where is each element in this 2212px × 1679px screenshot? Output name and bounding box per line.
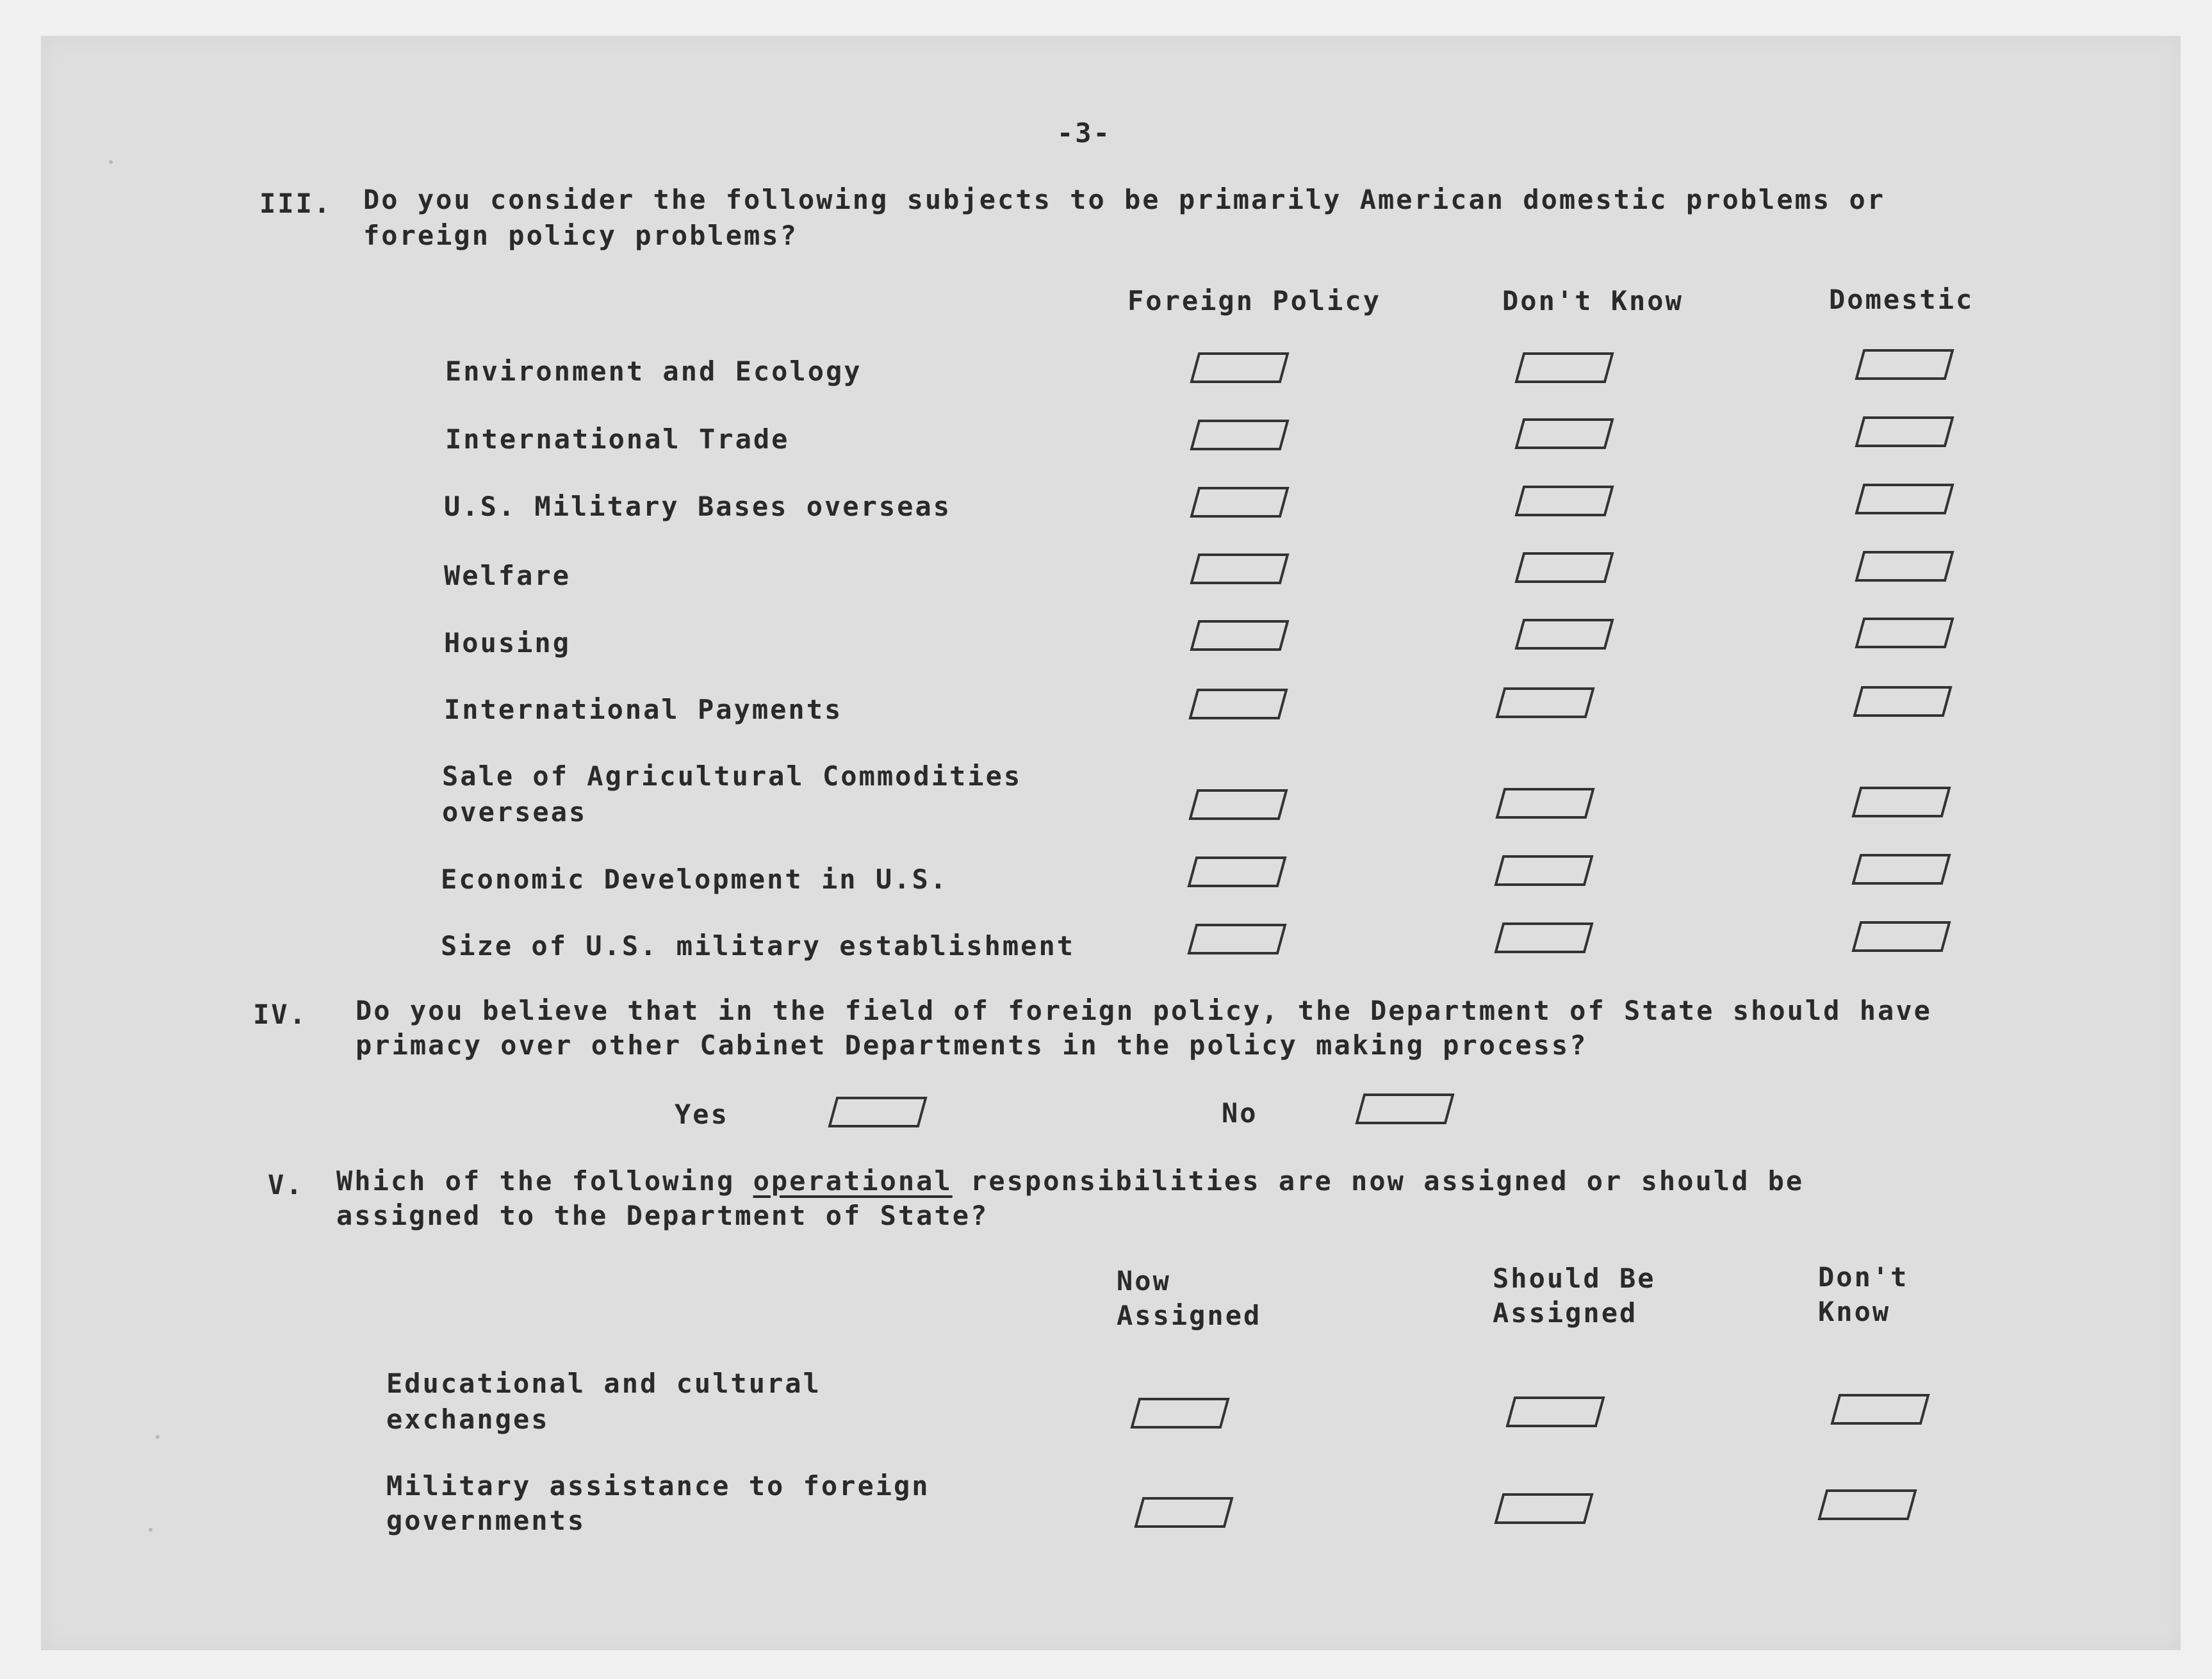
q3-checkbox[interactable]: [1496, 854, 1592, 886]
q5-col-dont-know-line2: Know: [1818, 1296, 1891, 1327]
q5-item-educational-line1: Educational and cultural: [386, 1368, 821, 1399]
q3-checkbox[interactable]: [1516, 417, 1612, 449]
q3-checkbox[interactable]: [1516, 551, 1612, 583]
q3-item-military-bases: U.S. Military Bases overseas: [444, 491, 952, 522]
q4-yes-checkbox[interactable]: [830, 1095, 926, 1127]
q5-checkbox[interactable]: [1819, 1488, 1915, 1520]
q5-text-line2: assigned to the Department of State?: [336, 1200, 989, 1231]
q5-checkbox[interactable]: [1132, 1396, 1228, 1429]
q3-col-dont-know: Don't Know: [1502, 285, 1684, 316]
q3-item-military-establishment: Size of U.S. military establishment: [441, 930, 1076, 962]
q5-text-line1: [336, 1163, 1804, 1199]
q5-col-now-assigned-line1: Now: [1117, 1265, 1171, 1297]
q3-checkbox[interactable]: [1855, 685, 1951, 717]
q4-no-label: No: [1222, 1097, 1258, 1129]
q4-text-line1: Do you believe that in the field of foreign policy, the Department of State should have: [356, 995, 1932, 1026]
q3-checkbox[interactable]: [1190, 687, 1286, 719]
q3-text-line1: Do you consider the following subjects to be primarily American domestic problems or: [363, 184, 1886, 215]
page-number: -3-: [1057, 117, 1111, 149]
q3-checkbox[interactable]: [1192, 351, 1288, 383]
q3-checkbox[interactable]: [1516, 351, 1612, 383]
q3-checkbox[interactable]: [1497, 787, 1593, 819]
q4-no-checkbox[interactable]: [1357, 1092, 1453, 1124]
q3-checkbox[interactable]: [1189, 855, 1285, 887]
q5-text-line1-a: Which of the following: [336, 1165, 735, 1197]
q3-item-international-payments: International Payments: [444, 694, 843, 725]
q5-col-should-be-assigned-line2: Assigned: [1493, 1297, 1638, 1329]
q3-text-line2: foreign policy problems?: [363, 220, 798, 251]
q3-item-agricultural-commodities: Sale of Agricultural Commodities: [442, 760, 1022, 792]
q3-item-agricultural-commodities-line2: overseas: [442, 796, 587, 828]
q5-number: V.: [268, 1169, 304, 1200]
q3-item-housing: Housing: [444, 627, 571, 659]
q5-col-should-be-assigned-line1: Should Be: [1493, 1263, 1656, 1294]
q3-checkbox[interactable]: [1856, 550, 1953, 582]
q3-checkbox[interactable]: [1853, 785, 1949, 817]
q4-yes-label: Yes: [675, 1099, 729, 1130]
q3-checkbox[interactable]: [1496, 921, 1592, 953]
q3-checkbox[interactable]: [1856, 482, 1953, 514]
q3-checkbox[interactable]: [1856, 348, 1953, 380]
q5-text-line1-b: responsibilities are now assigned or should be: [971, 1165, 1805, 1197]
q3-checkbox[interactable]: [1853, 920, 1949, 952]
q5-col-dont-know-line1: Don't: [1818, 1261, 1909, 1293]
q4-number: IV.: [253, 999, 307, 1030]
q3-checkbox[interactable]: [1189, 922, 1285, 954]
q5-text-operational: operational: [753, 1165, 953, 1197]
q5-checkbox[interactable]: [1832, 1393, 1928, 1425]
q3-number: III.: [259, 188, 332, 219]
q3-item-international-trade: International Trade: [445, 423, 790, 455]
q3-checkbox[interactable]: [1192, 552, 1288, 584]
q3-col-foreign-policy: Foreign Policy: [1127, 285, 1382, 316]
q5-col-now-assigned-line2: Assigned: [1117, 1300, 1262, 1331]
paper-speck: [109, 160, 113, 164]
q3-checkbox[interactable]: [1497, 686, 1593, 718]
q3-item-environment: Environment and Ecology: [445, 356, 862, 387]
q4-text-line2: primacy over other Cabinet Departments in the policy making process?: [356, 1029, 1588, 1061]
paper-speck: [149, 1528, 152, 1532]
q5-checkbox[interactable]: [1507, 1395, 1603, 1427]
q3-checkbox[interactable]: [1516, 484, 1612, 516]
q5-checkbox[interactable]: [1496, 1492, 1592, 1524]
q3-col-domestic: Domestic: [1829, 284, 1974, 315]
q3-item-economic-development: Economic Development in U.S.: [441, 864, 949, 895]
q3-checkbox[interactable]: [1192, 619, 1288, 651]
q5-item-military-assistance-line1: Military assistance to foreign: [386, 1470, 930, 1502]
q3-checkbox[interactable]: [1853, 853, 1949, 885]
q3-item-welfare: Welfare: [444, 560, 571, 591]
q3-checkbox[interactable]: [1516, 618, 1612, 650]
q3-checkbox[interactable]: [1856, 415, 1953, 447]
q3-checkbox[interactable]: [1856, 616, 1953, 648]
q5-item-educational-line2: exchanges: [386, 1404, 550, 1435]
q3-checkbox[interactable]: [1190, 788, 1286, 820]
q5-item-military-assistance-line2: governments: [386, 1505, 586, 1536]
q5-checkbox[interactable]: [1136, 1496, 1232, 1528]
q3-checkbox[interactable]: [1192, 418, 1288, 450]
q3-checkbox[interactable]: [1192, 486, 1288, 518]
paper-speck: [156, 1435, 160, 1439]
